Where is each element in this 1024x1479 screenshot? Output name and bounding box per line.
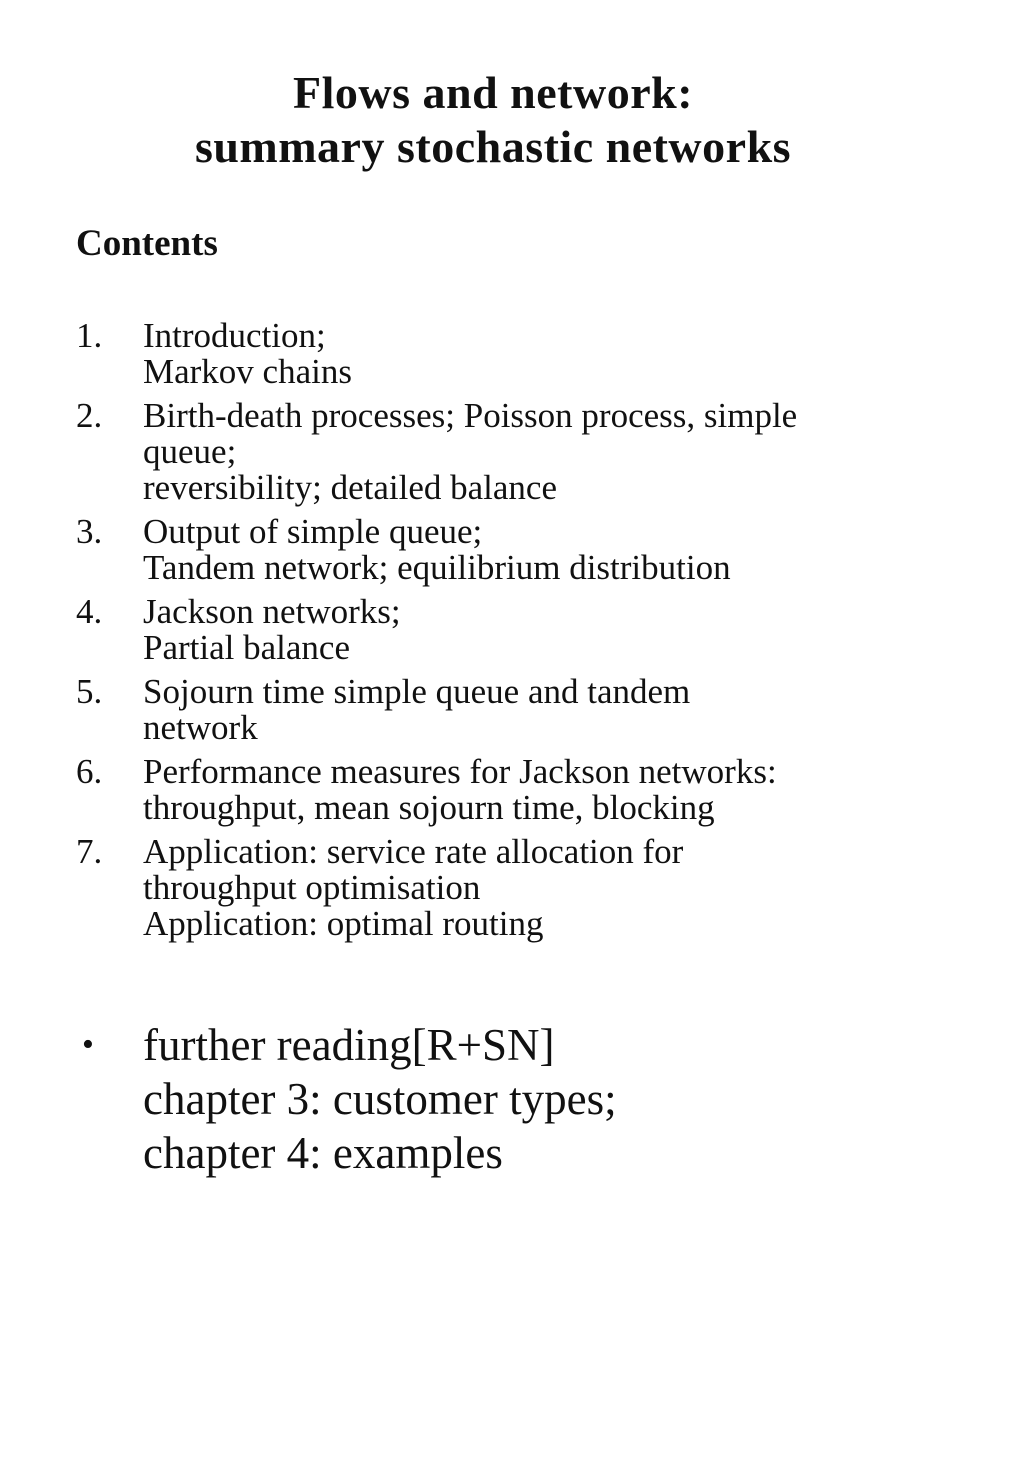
toc-item-2	[76, 398, 976, 506]
toc-item-line: queue;	[143, 432, 237, 471]
toc-item-1	[76, 318, 976, 390]
toc-item-number: 3.	[76, 512, 103, 551]
toc-item-number: 6.	[76, 752, 103, 791]
toc-item-line: Output of simple queue;	[143, 512, 483, 551]
table-of-contents	[76, 318, 976, 950]
further-reading	[76, 1018, 976, 1180]
toc-item-line: Application: optimal routing	[143, 904, 544, 943]
toc-item-line: Performance measures for Jackson networks:	[143, 752, 777, 791]
toc-item-line: Application: service rate allocation for	[143, 832, 684, 871]
toc-item-line: Tandem network; equilibrium distribution	[143, 548, 731, 587]
toc-item-line: Birth-death processes; Poisson process, simple	[143, 396, 798, 435]
toc-item-line: Introduction;	[143, 316, 326, 355]
further-reading-line: chapter 4: examples	[143, 1128, 503, 1178]
toc-item-number: 5.	[76, 672, 103, 711]
toc-item-line: network	[143, 708, 258, 747]
toc-item-5	[76, 674, 976, 746]
contents-heading: Contents	[76, 223, 218, 264]
toc-item-line: Markov chains	[143, 352, 352, 391]
toc-item-line: Sojourn time simple queue and tandem	[143, 672, 691, 711]
further-reading-line: chapter 3: customer types;	[143, 1074, 617, 1124]
toc-item-line: throughput optimisation	[143, 868, 481, 907]
toc-item-line: Jackson networks;	[143, 592, 401, 631]
toc-item-7	[76, 834, 976, 942]
toc-item-number: 1.	[76, 316, 103, 355]
toc-item-4	[76, 594, 976, 666]
title-line-2: summary stochastic networks	[194, 121, 792, 172]
toc-item-6	[76, 754, 976, 826]
further-reading-lines	[76, 1018, 976, 1180]
toc-item-line: Partial balance	[143, 628, 350, 667]
toc-item-number: 4.	[76, 592, 103, 631]
toc-item-3	[76, 514, 976, 586]
toc-item-number: 7.	[76, 832, 103, 871]
toc-item-line: throughput, mean sojourn time, blocking	[143, 788, 715, 827]
toc-item-number: 2.	[76, 396, 103, 435]
bullet-icon: •	[82, 1026, 94, 1063]
further-reading-line: further reading[R+SN]	[143, 1020, 555, 1070]
toc-item-line: reversibility; detailed balance	[143, 468, 557, 507]
page-title	[0, 66, 986, 174]
title-line-1: Flows and network:	[292, 67, 694, 118]
